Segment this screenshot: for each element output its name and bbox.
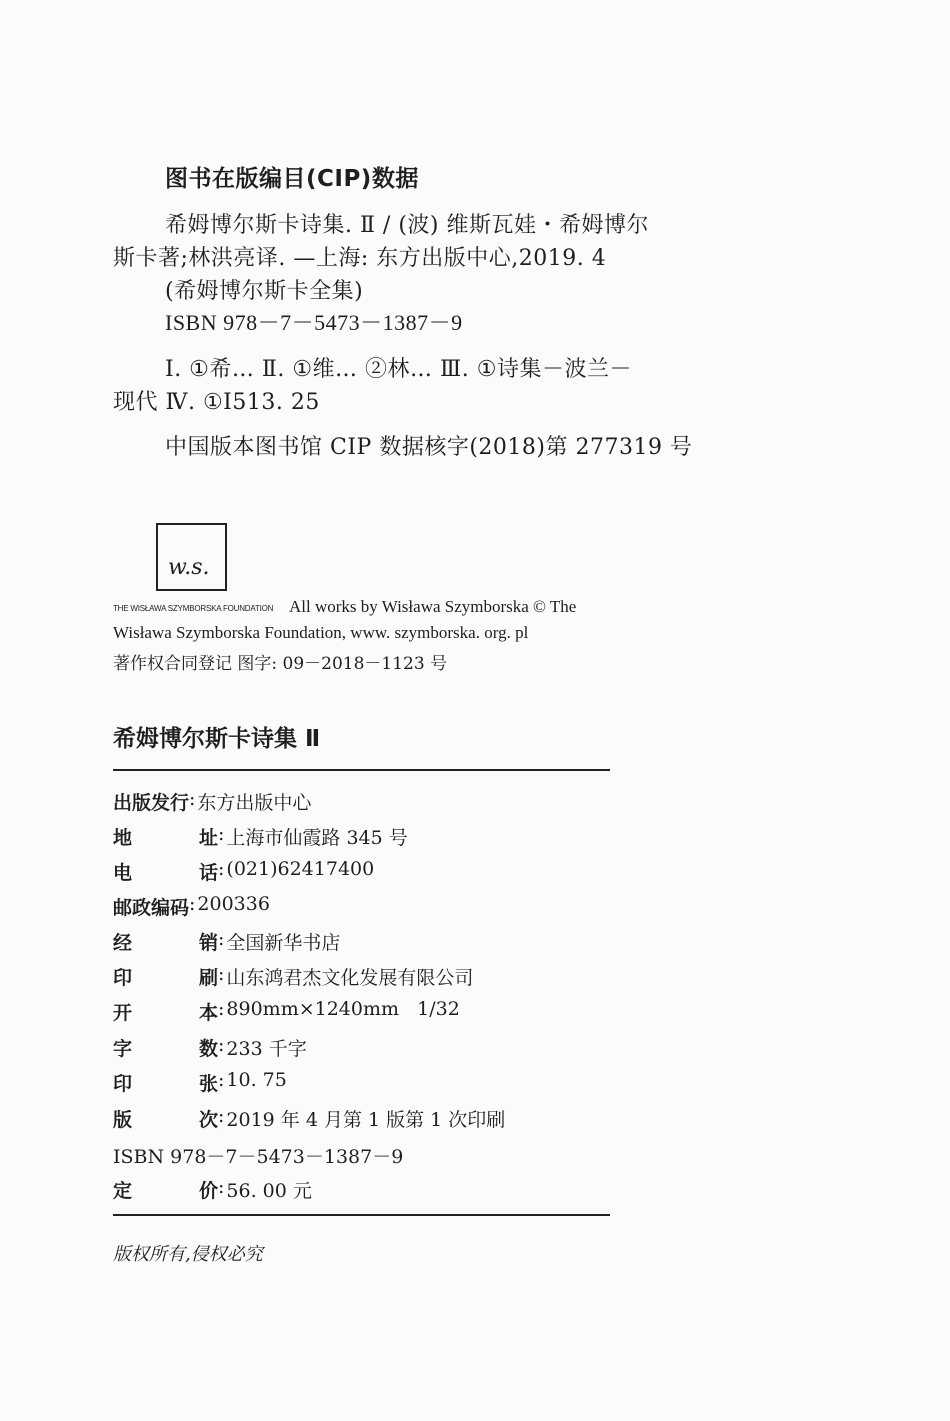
- cip-isbn: ISBN 978－7－5473－1387－9: [165, 310, 463, 335]
- copyright-line-2: Wisława Szymborska Foundation, www. szymborska. org. pl: [113, 623, 529, 642]
- bottom-divider: [113, 1214, 610, 1216]
- info-value: 2019 年 4 月第 1 版第 1 次印刷: [226, 1109, 506, 1131]
- info-label: 版 次: [113, 1109, 218, 1131]
- info-distributor: 经 销 : 全国新华书店: [113, 928, 341, 954]
- info-postcode: 邮政编码 : 200336: [113, 893, 270, 919]
- info-format: 开 本 : 890mm×1240mm 1/32: [113, 998, 460, 1024]
- info-label: 地 址: [113, 827, 218, 849]
- info-label: 经 销: [113, 932, 218, 954]
- info-value: 890mm×1240mm 1/32: [226, 998, 460, 1020]
- info-value: 200336: [197, 893, 270, 915]
- info-value: 10. 75: [226, 1069, 287, 1091]
- info-isbn: ISBN 978－7－5473－1387－9: [113, 1146, 404, 1168]
- info-value: 全国新华书店: [226, 932, 341, 954]
- info-label: 定 价: [113, 1180, 218, 1202]
- cip-line-3: (希姆博尔斯卡全集): [165, 279, 364, 304]
- logo-mark: w.s.: [168, 555, 210, 580]
- rights-notice: 版权所有,侵权必究: [113, 1244, 263, 1265]
- copyright-registration: 著作权合同登记 图字: 09－2018－1123 号: [113, 654, 448, 674]
- top-divider: [113, 769, 610, 771]
- info-value: 56. 00 元: [226, 1180, 312, 1202]
- info-label: 出版发行: [113, 792, 190, 814]
- info-edition: 版 次 : 2019 年 4 月第 1 版第 1 次印刷: [113, 1105, 506, 1131]
- info-price: 定 价 : 56. 00 元: [113, 1176, 312, 1202]
- info-address: 地 址 : 上海市仙霞路 345 号: [113, 823, 408, 849]
- info-label: 开 本: [113, 1002, 218, 1024]
- info-phone: 电 话 : (021)62417400: [113, 858, 375, 884]
- info-value: 233 千字: [226, 1038, 307, 1060]
- info-sheets: 印 张 : 10. 75: [113, 1069, 287, 1095]
- info-printer: 印 刷 : 山东鸿君杰文化发展有限公司: [113, 963, 474, 989]
- cip-line-1: 希姆博尔斯卡诗集. Ⅱ / (波) 维斯瓦娃・希姆博尔: [165, 213, 649, 238]
- cip-classification-2: 现代 Ⅳ. ①I513. 25: [113, 390, 320, 415]
- info-value: 上海市仙霞路 345 号: [226, 827, 408, 849]
- info-word-count: 字 数 : 233 千字: [113, 1034, 307, 1060]
- info-value: 山东鸿君杰文化发展有限公司: [226, 967, 474, 989]
- cip-line-2: 斯卡著;林洪亮译. —上海: 东方出版中心,2019. 4: [113, 246, 607, 271]
- info-label: 印 刷: [113, 967, 218, 989]
- info-publisher: 出版发行 : 东方出版中心: [113, 788, 312, 814]
- info-label: 字 数: [113, 1038, 218, 1060]
- info-value: 东方出版中心: [197, 792, 312, 814]
- foundation-logo: [156, 523, 227, 591]
- info-value: (021)62417400: [226, 858, 375, 880]
- info-label: 邮政编码: [113, 897, 190, 919]
- info-label: 电 话: [113, 862, 218, 884]
- cip-title: 图书在版编目(CIP)数据: [165, 166, 419, 192]
- cip-classification-1: Ⅰ. ①希… Ⅱ. ①维… ②林… Ⅲ. ①诗集－波兰－: [165, 357, 632, 382]
- copyright-line-1: All works by Wisława Szymborska © The: [289, 597, 577, 616]
- cip-record-number: 中国版本图书馆 CIP 数据核字(2018)第 277319 号: [165, 435, 693, 460]
- book-title: 希姆博尔斯卡诗集 Ⅱ: [113, 726, 321, 752]
- foundation-caption: THE WISŁAWA SZYMBORSKA FOUNDATION: [113, 604, 274, 613]
- info-label: 印 张: [113, 1073, 218, 1095]
